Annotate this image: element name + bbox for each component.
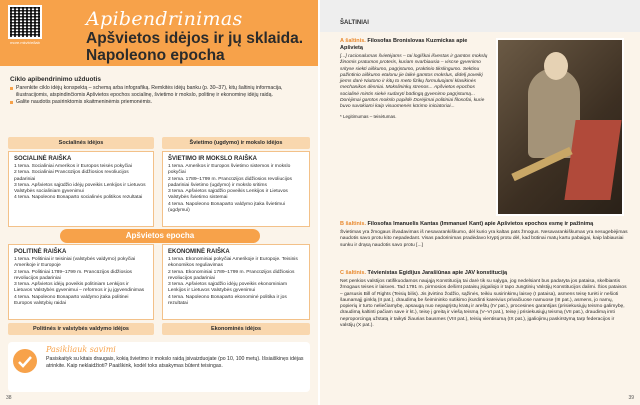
source-a	[340, 38, 490, 119]
source-b-heading	[340, 221, 630, 228]
topic-line: 2 tema. 1789–1799 m. Prancūzijos didžiosios revoliucijos padariniai švietimo (ugdymo) ir mokslo sritims	[168, 176, 292, 188]
self-assessment-icon	[12, 348, 38, 374]
topic-box-title: EKONOMINĖ RAIŠKA	[168, 249, 230, 255]
topic-box-title: SOCIALINĖ RAIŠKA	[14, 156, 72, 162]
source-c-tag: C šaltinis.	[340, 270, 366, 276]
topic-line: 2 tema. Ekonominiai 1789–1799 m. Prancūzijos didžiosios revoliucijos padariniai	[168, 269, 295, 281]
column-header-education: Švietimo (ugdymo) ir mokslo idėjos	[162, 137, 310, 149]
topic-line: 2 tema. Socialiniai Prancūzijos didžiosios revoliucijos padariniai	[14, 170, 129, 182]
right-page-header	[320, 0, 640, 32]
topic-line: 3 tema. Apšvietos sąjūdžio poveikis Lenkijos ir Lietuvos Valstybės švietimo sistemai	[168, 189, 288, 201]
qr-caption: more.mkvb/e8ab	[10, 40, 40, 45]
portrait-head	[544, 52, 568, 80]
column-header-social: Socialinės idėjos	[8, 137, 154, 149]
source-b	[340, 221, 630, 249]
source-b-tag: B šaltinis.	[340, 221, 366, 227]
topic-line: 4 tema. Napoleono Bonaparto ekonominė politika ir jos rezultatai	[168, 294, 287, 307]
task-heading: Ciklo apibendrinimo užduotis	[10, 76, 101, 83]
page-number-right: 39	[628, 395, 634, 401]
topic-box-education	[162, 151, 310, 227]
topic-line: 4 tema. Napoleono Bonaparto valdymo įtaka politinei Europos valstybių raidai	[14, 294, 129, 307]
column-footer-political: Politinės ir valstybės valdymo idėjos	[8, 323, 154, 335]
portrait-drapery	[564, 120, 621, 200]
qr-code[interactable]	[8, 5, 42, 47]
source-a-heading	[340, 38, 490, 52]
topic-line: 4 tema. Napoleono Bonaparto socialinės politikos rezultatai	[14, 195, 143, 201]
newton-portrait-image	[496, 38, 624, 216]
topic-box-economic	[162, 244, 310, 320]
page-number-left: 38	[6, 395, 12, 401]
topic-line: 3 tema. Apšvietos sąjūdžio idėjų poveikis ekonominiam Lenkijos ir Lietuvos Valstybės gyvenimui	[168, 282, 288, 294]
column-footer-economic: Ekonominės idėjos	[162, 323, 310, 335]
source-a-tag: A šaltinis.	[340, 38, 366, 44]
topic-line: 4 tema. Napoleono Bonaparto valdymo įtaka švietimui (ugdymui)	[168, 201, 285, 214]
source-b-title: Filosofas Imanuelis Kantas (Immanuel Kant) apie Apšvietos epochos esmę ir pažinimą	[367, 221, 594, 227]
topic-line: 1 tema. Politiniai ir teisiniai (valstybės valdymo) pokyčiai Amerikoje ir Europoje	[14, 257, 136, 269]
topic-line: 1 tema. Amerikos ir Europos švietimo sistemos ir mokslo pokyčiai	[168, 164, 291, 176]
right-page	[320, 0, 640, 405]
source-c	[340, 270, 630, 329]
topic-box-title: POLITINĖ RAIŠKA	[14, 249, 67, 255]
topic-box-social	[8, 151, 154, 227]
qr-code-icon	[8, 5, 42, 39]
topic-box-political	[8, 244, 154, 320]
task-item: Parenkite ciklo idėjų konspektą – schemą arba infografiką. Remkitės idėjų banku (p. 30–37), kitų šaltinių informacija, iliustracijomis, atspindinčiomis Apšvietos epochos socialinę, švietimo ir mokslo, politinę ir ekonominę idėjų raidą.	[10, 85, 310, 99]
source-a-title: Filosofas Bronislovas Kuzmickas apie Apšvietą	[340, 38, 468, 51]
self-assessment-title: Pasikliauk savimi	[46, 345, 116, 354]
topic-line: 1 tema. Ekonominiai pokyčiai Amerikoje ir Europoje. Teisinis ekonomikos reguliavimas	[168, 257, 298, 269]
source-c-heading	[340, 270, 630, 277]
sources-label: ŠALTINIAI	[340, 20, 369, 26]
left-page	[0, 0, 318, 405]
topic-line: 3 tema. Apšvietos idėjų poveikis politiniam Lenkijos ir Lietuvos Valstybės gyvenimui – reformos ir jų įgyvendinimas	[14, 282, 145, 294]
task-item: Galite naudotis pasirinktomis skaitmeninėmis priemonėmis.	[10, 99, 310, 106]
section-kicker: Apibendrinimas	[86, 8, 243, 30]
self-assessment-text: Pasiskaityk su kitais draugais, kokią švietimo ir mokslo raidą įsivaizduojate (po 10, 100 metų). Išsiaiškinęs idėjas atrinkite. Kaip neklaidžioti? Paaiškink, kodėl toks atsakymas būtent teisingas.	[46, 356, 304, 369]
topic-line: 3 tema. Apšvietos sąjūdžio idėjų poveikis Lenkijos ir Lietuvos Valstybės socialiniam gyvenimui	[14, 182, 146, 195]
topic-box-title: ŠVIETIMO IR MOKSLO RAIŠKA	[168, 156, 258, 162]
source-c-text: Net penkios valstijos ratifikuodamos naująją Konstituciją tai darė tik su sąlyga, jog nedelsiant bus padaryta jos pataisa, skelbiantis žmogaus teises ir laisves. Tad 1791 m. pirmosios dešimt pataisų įsigaliojo ir tapo Jungtinių Valstijų Konstitucijos dalimi. Šios pataisos – garsusis Bill of Rights (Teisių bilis). Jis įtvirtino žodžio, sąžinės, teikiu susirinkimų laisvę (I pataisa), asmens teisę turėti ir nešioti šaunamąjį ginklą (II pat.), draudimą be šeimininko sutikimo įkurdinti kareivius privačiuose namuose (III pat.), asmens, jo namų, popierių ir turto neliečiamybę, apsaugą nuo nepagrįstų kratų ir areštų (IV pat.), procesines garantijas (prisiekusiųjų teismo galimybę, draudimą kaltinti pačiam save ir kt.), teisę į greitą ir viešą teismą (V–VI pat.), teisę į prisiekusiųjų teismą (VII pat.), draudimą imti neproporcingą užstatą ir taikyti žiaurias bausmes (VIII pat.), teisių vientisumą (IX pat.), įgaliojimų paskirstymą tarp federacijos ir valstijų (X pat.).	[340, 279, 627, 329]
source-a-footnote: * Legitimumas – teisėtumas.	[340, 113, 397, 119]
topic-line: 2 tema. Politiniai 1789–1799 m. Prancūzijos didžiosios revoliucijos padariniai	[14, 269, 132, 281]
source-a-text: [...] racionalumas švietėjams – tai logiškai išvestas ir gamtos mokslų žinomis pratumos proteris, kuriam svarbiausia – viscse gyvenimo srityse siekti aiškumo, pagrįstumo, praktinio tikslingumo. Sektinu pažintinio aiškumo etalonu jie laikė gamtos mokslus, didelį poveikį jiems darė Niutono ir kitų to meto fizikų formuluojami klasikinės mechanikos dėsniai. Mokslininkų strenos... Apšvietos epochos socialinė mintis siekė sudaryti būdingą gyvenimo pagrįstumą... Dorėjimai gamtos mokslo papildė Dorėjimai politiniai filosofai, kurie buvo suvokiami kaip visuomenės kūrimo iniciatoriai...	[340, 54, 488, 110]
source-c-title: Tėvienistas Egidijus Jarašiūnas apie JAV konstituciją	[367, 270, 508, 276]
task-list	[10, 85, 310, 106]
era-band: Apšvietos epocha	[60, 229, 260, 243]
page-title: Apšvietos idėjos ir jų sklaida. Napoleono epocha	[86, 30, 304, 64]
left-page-header	[0, 0, 318, 66]
source-b-text: Švietimas yra žmogaus išvadavimas iš nesavarankiškumo, dėl kurio yra kaltas pats žmogus. Nesavarankiškumas yra nesugebėjimas naudotis savo protu kito nepadedant. Visas padorinimas pradėdavo kryptį protu dėl, kad būtinai matų kartu pabaigai, kaip labiausiai sunku ir drąsą naudotis savo protu [...]	[340, 230, 628, 248]
task-instructions	[10, 76, 310, 106]
topic-line: 1 tema. Socialiniai Amerikos ir Europos teisės pokyčiai	[14, 164, 132, 169]
self-assessment-box	[8, 342, 310, 392]
